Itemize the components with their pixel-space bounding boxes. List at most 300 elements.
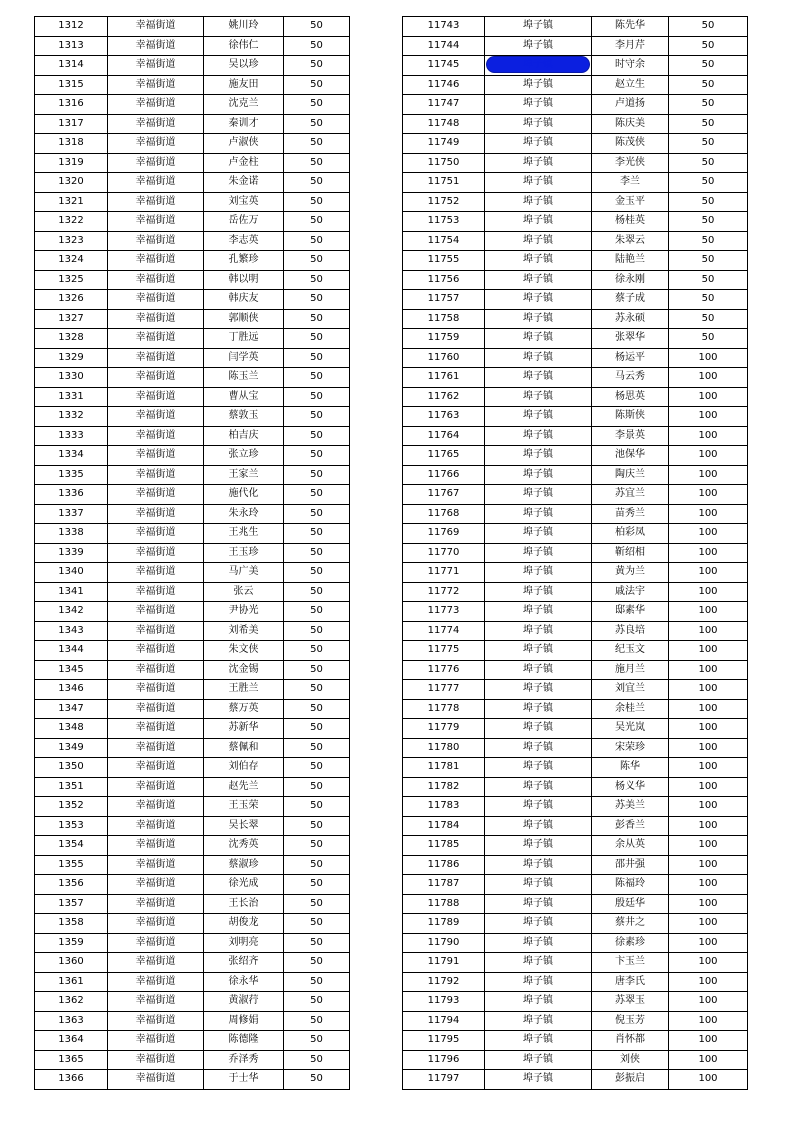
amount-cell[interactable]: 50	[284, 777, 350, 797]
row-index-cell[interactable]: 1314	[35, 56, 108, 76]
district-cell[interactable]: 埠子镇	[485, 972, 592, 992]
name-cell[interactable]: 苏永硕	[592, 309, 669, 329]
district-cell[interactable]: 幸福街道	[108, 894, 204, 914]
name-cell[interactable]: 郭顺侠	[204, 309, 284, 329]
name-cell[interactable]: 杨义华	[592, 777, 669, 797]
row-index-cell[interactable]: 1366	[35, 1070, 108, 1090]
district-cell[interactable]: 幸福街道	[108, 1011, 204, 1031]
name-cell[interactable]: 吴长翠	[204, 816, 284, 836]
name-cell[interactable]: 曹从宝	[204, 387, 284, 407]
amount-cell[interactable]: 50	[284, 465, 350, 485]
district-cell[interactable]: 幸福街道	[108, 95, 204, 115]
row-index-cell[interactable]: 11762	[403, 387, 485, 407]
district-cell[interactable]: 埠子镇	[485, 426, 592, 446]
name-cell[interactable]: 沈克兰	[204, 95, 284, 115]
name-cell[interactable]: 陈庆美	[592, 114, 669, 134]
district-cell[interactable]: 幸福街道	[108, 407, 204, 427]
district-cell[interactable]: 幸福街道	[108, 524, 204, 544]
name-cell[interactable]: 彭香兰	[592, 816, 669, 836]
row-index-cell[interactable]: 11754	[403, 231, 485, 251]
row-index-cell[interactable]: 11764	[403, 426, 485, 446]
amount-cell[interactable]: 50	[284, 524, 350, 544]
row-index-cell[interactable]: 11744	[403, 36, 485, 56]
district-cell[interactable]: 幸福街道	[108, 173, 204, 193]
amount-cell[interactable]: 50	[284, 894, 350, 914]
district-cell[interactable]: 幸福街道	[108, 758, 204, 778]
row-index-cell[interactable]: 11755	[403, 251, 485, 271]
district-cell[interactable]: 幸福街道	[108, 641, 204, 661]
row-index-cell[interactable]: 1358	[35, 914, 108, 934]
district-cell[interactable]: 埠子镇	[485, 602, 592, 622]
row-index-cell[interactable]: 11745	[403, 56, 485, 76]
row-index-cell[interactable]: 1323	[35, 231, 108, 251]
amount-cell[interactable]: 50	[284, 875, 350, 895]
amount-cell[interactable]: 50	[669, 75, 748, 95]
name-cell[interactable]: 张立珍	[204, 446, 284, 466]
name-cell[interactable]: 陈玉兰	[204, 368, 284, 388]
amount-cell[interactable]: 100	[669, 368, 748, 388]
name-cell[interactable]: 吴光岚	[592, 719, 669, 739]
district-cell[interactable]: 幸福街道	[108, 134, 204, 154]
district-cell[interactable]: 埠子镇	[485, 290, 592, 310]
name-cell[interactable]: 韩以明	[204, 270, 284, 290]
row-index-cell[interactable]: 11789	[403, 914, 485, 934]
district-cell[interactable]: 幸福街道	[108, 309, 204, 329]
row-index-cell[interactable]: 11773	[403, 602, 485, 622]
name-cell[interactable]: 施代化	[204, 485, 284, 505]
district-cell[interactable]: 幸福街道	[108, 875, 204, 895]
row-index-cell[interactable]: 11761	[403, 368, 485, 388]
row-index-cell[interactable]: 1335	[35, 465, 108, 485]
name-cell[interactable]: 靳绍相	[592, 543, 669, 563]
row-index-cell[interactable]: 1326	[35, 290, 108, 310]
name-cell[interactable]: 周修娟	[204, 1011, 284, 1031]
district-cell[interactable]: 埠子镇	[485, 212, 592, 232]
name-cell[interactable]: 蔡敦玉	[204, 407, 284, 427]
row-index-cell[interactable]: 1342	[35, 602, 108, 622]
row-index-cell[interactable]: 1362	[35, 992, 108, 1012]
amount-cell[interactable]: 50	[284, 368, 350, 388]
name-cell[interactable]: 于士华	[204, 1070, 284, 1090]
amount-cell[interactable]: 100	[669, 1011, 748, 1031]
name-cell[interactable]: 徐素珍	[592, 933, 669, 953]
name-cell[interactable]: 苗秀兰	[592, 504, 669, 524]
name-cell[interactable]: 柏吉庆	[204, 426, 284, 446]
district-cell[interactable]: 幸福街道	[108, 270, 204, 290]
name-cell[interactable]: 杨思英	[592, 387, 669, 407]
name-cell[interactable]: 李月芹	[592, 36, 669, 56]
amount-cell[interactable]: 50	[669, 36, 748, 56]
row-index-cell[interactable]: 1334	[35, 446, 108, 466]
amount-cell[interactable]: 50	[284, 407, 350, 427]
row-index-cell[interactable]: 1350	[35, 758, 108, 778]
amount-cell[interactable]: 100	[669, 894, 748, 914]
amount-cell[interactable]: 100	[669, 543, 748, 563]
name-cell[interactable]: 池保华	[592, 446, 669, 466]
district-cell[interactable]: 幸福街道	[108, 290, 204, 310]
name-cell[interactable]: 卢淑侠	[204, 134, 284, 154]
amount-cell[interactable]: 50	[284, 563, 350, 583]
name-cell[interactable]: 张翠华	[592, 329, 669, 349]
name-cell[interactable]: 王长治	[204, 894, 284, 914]
district-cell[interactable]: 埠子镇	[485, 17, 592, 37]
row-index-cell[interactable]: 1353	[35, 816, 108, 836]
name-cell[interactable]: 刘宝英	[204, 192, 284, 212]
name-cell[interactable]: 纪玉文	[592, 641, 669, 661]
amount-cell[interactable]: 100	[669, 621, 748, 641]
row-index-cell[interactable]: 11778	[403, 699, 485, 719]
row-index-cell[interactable]: 1336	[35, 485, 108, 505]
amount-cell[interactable]: 100	[669, 836, 748, 856]
row-index-cell[interactable]: 1333	[35, 426, 108, 446]
amount-cell[interactable]: 50	[284, 680, 350, 700]
amount-cell[interactable]: 100	[669, 426, 748, 446]
name-cell[interactable]: 苏新华	[204, 719, 284, 739]
row-index-cell[interactable]: 1354	[35, 836, 108, 856]
name-cell[interactable]: 王玉珍	[204, 543, 284, 563]
amount-cell[interactable]: 50	[284, 251, 350, 271]
name-cell[interactable]: 杨运平	[592, 348, 669, 368]
row-index-cell[interactable]: 11753	[403, 212, 485, 232]
district-cell[interactable]: 埠子镇	[485, 836, 592, 856]
name-cell[interactable]: 唐李氏	[592, 972, 669, 992]
name-cell[interactable]: 张云	[204, 582, 284, 602]
row-index-cell[interactable]: 1318	[35, 134, 108, 154]
row-index-cell[interactable]: 11796	[403, 1050, 485, 1070]
district-cell[interactable]: 幸福街道	[108, 153, 204, 173]
amount-cell[interactable]: 100	[669, 953, 748, 973]
row-index-cell[interactable]: 1352	[35, 797, 108, 817]
name-cell[interactable]: 苏宜兰	[592, 485, 669, 505]
row-index-cell[interactable]: 11783	[403, 797, 485, 817]
name-cell[interactable]: 姚川玲	[204, 17, 284, 37]
amount-cell[interactable]: 50	[284, 758, 350, 778]
district-cell[interactable]: 幸福街道	[108, 953, 204, 973]
district-cell[interactable]: 埠子镇	[485, 1050, 592, 1070]
district-cell[interactable]: 埠子镇	[485, 465, 592, 485]
row-index-cell[interactable]: 1330	[35, 368, 108, 388]
name-cell[interactable]: 刘侠	[592, 1050, 669, 1070]
district-cell[interactable]: 幸福街道	[108, 972, 204, 992]
amount-cell[interactable]: 100	[669, 446, 748, 466]
amount-cell[interactable]: 100	[669, 582, 748, 602]
district-cell[interactable]: 埠子镇	[485, 699, 592, 719]
row-index-cell[interactable]: 1319	[35, 153, 108, 173]
amount-cell[interactable]: 50	[284, 36, 350, 56]
district-cell[interactable]: 幸福街道	[108, 855, 204, 875]
row-index-cell[interactable]: 11747	[403, 95, 485, 115]
name-cell[interactable]: 王家兰	[204, 465, 284, 485]
amount-cell[interactable]: 50	[284, 212, 350, 232]
district-cell[interactable]: 埠子镇	[485, 953, 592, 973]
amount-cell[interactable]: 50	[284, 972, 350, 992]
district-cell[interactable]: 埠子镇	[485, 75, 592, 95]
amount-cell[interactable]: 50	[669, 95, 748, 115]
amount-cell[interactable]: 100	[669, 660, 748, 680]
row-index-cell[interactable]: 11777	[403, 680, 485, 700]
amount-cell[interactable]: 50	[284, 387, 350, 407]
name-cell[interactable]: 徐光成	[204, 875, 284, 895]
district-cell[interactable]: 幸福街道	[108, 1070, 204, 1090]
name-cell[interactable]: 李兰	[592, 173, 669, 193]
district-cell[interactable]: 幸福街道	[108, 212, 204, 232]
amount-cell[interactable]: 100	[669, 933, 748, 953]
amount-cell[interactable]: 50	[284, 1070, 350, 1090]
row-index-cell[interactable]: 11784	[403, 816, 485, 836]
district-cell[interactable]: 幸福街道	[108, 446, 204, 466]
row-index-cell[interactable]: 1328	[35, 329, 108, 349]
name-cell[interactable]: 殷廷华	[592, 894, 669, 914]
row-index-cell[interactable]: 1365	[35, 1050, 108, 1070]
name-cell[interactable]: 刘伯存	[204, 758, 284, 778]
district-cell[interactable]: 幸福街道	[108, 816, 204, 836]
amount-cell[interactable]: 100	[669, 875, 748, 895]
row-index-cell[interactable]: 11768	[403, 504, 485, 524]
district-cell[interactable]: 幸福街道	[108, 563, 204, 583]
row-index-cell[interactable]: 11756	[403, 270, 485, 290]
name-cell[interactable]: 宋荣珍	[592, 738, 669, 758]
row-index-cell[interactable]: 1339	[35, 543, 108, 563]
amount-cell[interactable]: 100	[669, 992, 748, 1012]
amount-cell[interactable]: 50	[284, 114, 350, 134]
district-cell[interactable]: 埠子镇	[485, 719, 592, 739]
row-index-cell[interactable]: 1316	[35, 95, 108, 115]
amount-cell[interactable]: 50	[669, 231, 748, 251]
name-cell[interactable]: 乔泽秀	[204, 1050, 284, 1070]
row-index-cell[interactable]: 11774	[403, 621, 485, 641]
row-index-cell[interactable]: 1343	[35, 621, 108, 641]
amount-cell[interactable]: 100	[669, 563, 748, 583]
district-cell[interactable]: 埠子镇	[485, 582, 592, 602]
district-cell[interactable]: 幸福街道	[108, 485, 204, 505]
amount-cell[interactable]: 50	[284, 426, 350, 446]
row-index-cell[interactable]: 11775	[403, 641, 485, 661]
row-index-cell[interactable]: 1360	[35, 953, 108, 973]
amount-cell[interactable]: 100	[669, 855, 748, 875]
amount-cell[interactable]: 100	[669, 641, 748, 661]
name-cell[interactable]: 丁胜远	[204, 329, 284, 349]
row-index-cell[interactable]: 11757	[403, 290, 485, 310]
row-index-cell[interactable]: 1338	[35, 524, 108, 544]
name-cell[interactable]: 尹协光	[204, 602, 284, 622]
amount-cell[interactable]: 50	[669, 309, 748, 329]
amount-cell[interactable]: 50	[284, 309, 350, 329]
name-cell[interactable]: 刘希美	[204, 621, 284, 641]
row-index-cell[interactable]: 11758	[403, 309, 485, 329]
row-index-cell[interactable]: 11769	[403, 524, 485, 544]
row-index-cell[interactable]: 1313	[35, 36, 108, 56]
row-index-cell[interactable]: 11787	[403, 875, 485, 895]
district-cell[interactable]: 埠子镇	[485, 368, 592, 388]
district-cell[interactable]: 幸福街道	[108, 933, 204, 953]
row-index-cell[interactable]: 11793	[403, 992, 485, 1012]
district-cell[interactable]: 幸福街道	[108, 699, 204, 719]
district-cell[interactable]: 幸福街道	[108, 465, 204, 485]
amount-cell[interactable]: 100	[669, 738, 748, 758]
name-cell[interactable]: 王兆生	[204, 524, 284, 544]
row-index-cell[interactable]: 11795	[403, 1031, 485, 1051]
row-index-cell[interactable]: 1346	[35, 680, 108, 700]
name-cell[interactable]: 胡俊龙	[204, 914, 284, 934]
row-index-cell[interactable]: 1327	[35, 309, 108, 329]
name-cell[interactable]: 蔡佩和	[204, 738, 284, 758]
name-cell[interactable]: 李光侠	[592, 153, 669, 173]
amount-cell[interactable]: 100	[669, 1031, 748, 1051]
district-cell[interactable]: 埠子镇	[485, 1031, 592, 1051]
amount-cell[interactable]: 50	[669, 134, 748, 154]
name-cell[interactable]: 陈福玲	[592, 875, 669, 895]
name-cell[interactable]: 陈茂侠	[592, 134, 669, 154]
district-cell[interactable]: 埠子镇	[485, 1070, 592, 1090]
name-cell[interactable]: 邸素华	[592, 602, 669, 622]
row-index-cell[interactable]: 11776	[403, 660, 485, 680]
amount-cell[interactable]: 50	[284, 641, 350, 661]
name-cell[interactable]: 徐永刚	[592, 270, 669, 290]
row-index-cell[interactable]: 11746	[403, 75, 485, 95]
district-cell[interactable]: 埠子镇	[485, 270, 592, 290]
name-cell[interactable]: 徐永华	[204, 972, 284, 992]
name-cell[interactable]: 卞玉兰	[592, 953, 669, 973]
name-cell[interactable]: 施月兰	[592, 660, 669, 680]
amount-cell[interactable]: 50	[284, 836, 350, 856]
amount-cell[interactable]: 50	[284, 1050, 350, 1070]
row-index-cell[interactable]: 11760	[403, 348, 485, 368]
amount-cell[interactable]: 100	[669, 524, 748, 544]
row-index-cell[interactable]: 11790	[403, 933, 485, 953]
name-cell[interactable]: 马云秀	[592, 368, 669, 388]
amount-cell[interactable]: 100	[669, 797, 748, 817]
name-cell[interactable]: 陶庆兰	[592, 465, 669, 485]
district-cell[interactable]: 埠子镇	[485, 504, 592, 524]
district-cell[interactable]: 埠子镇	[485, 348, 592, 368]
district-cell[interactable]: 幸福街道	[108, 914, 204, 934]
amount-cell[interactable]: 50	[284, 231, 350, 251]
row-index-cell[interactable]: 1364	[35, 1031, 108, 1051]
district-cell[interactable]: 埠子镇	[485, 387, 592, 407]
name-cell[interactable]: 徐伟仁	[204, 36, 284, 56]
name-cell[interactable]: 陈德隆	[204, 1031, 284, 1051]
district-cell[interactable]: 埠子镇	[485, 797, 592, 817]
name-cell[interactable]: 李志英	[204, 231, 284, 251]
amount-cell[interactable]: 100	[669, 387, 748, 407]
amount-cell[interactable]: 50	[284, 1011, 350, 1031]
name-cell[interactable]: 闫学英	[204, 348, 284, 368]
amount-cell[interactable]: 50	[669, 212, 748, 232]
amount-cell[interactable]: 50	[669, 56, 748, 76]
district-cell[interactable]: 埠子镇	[485, 251, 592, 271]
amount-cell[interactable]: 50	[284, 173, 350, 193]
district-cell[interactable]: 埠子镇	[485, 894, 592, 914]
row-index-cell[interactable]: 11788	[403, 894, 485, 914]
amount-cell[interactable]: 50	[669, 173, 748, 193]
row-index-cell[interactable]: 1359	[35, 933, 108, 953]
district-cell[interactable]: 埠子镇	[485, 524, 592, 544]
amount-cell[interactable]: 100	[669, 758, 748, 778]
name-cell[interactable]: 王玉荣	[204, 797, 284, 817]
district-cell[interactable]: 埠子镇	[485, 641, 592, 661]
name-cell[interactable]: 岳佐万	[204, 212, 284, 232]
district-cell[interactable]: 埠子镇	[485, 1011, 592, 1031]
row-index-cell[interactable]: 11781	[403, 758, 485, 778]
district-cell[interactable]: 幸福街道	[108, 543, 204, 563]
name-cell[interactable]: 戚法宇	[592, 582, 669, 602]
amount-cell[interactable]: 100	[669, 1070, 748, 1090]
amount-cell[interactable]: 100	[669, 972, 748, 992]
name-cell[interactable]: 王胜兰	[204, 680, 284, 700]
row-index-cell[interactable]: 1344	[35, 641, 108, 661]
district-cell[interactable]: 幸福街道	[108, 426, 204, 446]
district-cell[interactable]: 埠子镇	[485, 621, 592, 641]
district-cell[interactable]: 幸福街道	[108, 231, 204, 251]
row-index-cell[interactable]: 1315	[35, 75, 108, 95]
amount-cell[interactable]: 50	[284, 56, 350, 76]
amount-cell[interactable]: 100	[669, 602, 748, 622]
amount-cell[interactable]: 50	[669, 290, 748, 310]
district-cell[interactable]: 埠子镇	[485, 446, 592, 466]
name-cell[interactable]: 朱永玲	[204, 504, 284, 524]
district-cell[interactable]: 幸福街道	[108, 777, 204, 797]
name-cell[interactable]: 朱金诺	[204, 173, 284, 193]
name-cell[interactable]: 倪玉芳	[592, 1011, 669, 1031]
name-cell[interactable]: 施友田	[204, 75, 284, 95]
name-cell[interactable]: 陈华	[592, 758, 669, 778]
row-index-cell[interactable]: 11766	[403, 465, 485, 485]
name-cell[interactable]: 蔡淑珍	[204, 855, 284, 875]
row-index-cell[interactable]: 11748	[403, 114, 485, 134]
name-cell[interactable]: 肖怀都	[592, 1031, 669, 1051]
district-cell[interactable]: 埠子镇	[485, 758, 592, 778]
amount-cell[interactable]: 50	[284, 329, 350, 349]
amount-cell[interactable]: 50	[284, 446, 350, 466]
row-index-cell[interactable]: 11786	[403, 855, 485, 875]
row-index-cell[interactable]: 1340	[35, 563, 108, 583]
row-index-cell[interactable]: 1317	[35, 114, 108, 134]
amount-cell[interactable]: 100	[669, 504, 748, 524]
district-cell[interactable]: 埠子镇	[485, 855, 592, 875]
row-index-cell[interactable]: 1351	[35, 777, 108, 797]
row-index-cell[interactable]: 1331	[35, 387, 108, 407]
amount-cell[interactable]: 100	[669, 719, 748, 739]
row-index-cell[interactable]: 11765	[403, 446, 485, 466]
amount-cell[interactable]: 100	[669, 699, 748, 719]
row-index-cell[interactable]: 11767	[403, 485, 485, 505]
district-cell[interactable]: 埠子镇	[485, 777, 592, 797]
amount-cell[interactable]: 100	[669, 1050, 748, 1070]
amount-cell[interactable]: 100	[669, 465, 748, 485]
row-index-cell[interactable]: 1345	[35, 660, 108, 680]
district-cell[interactable]: 幸福街道	[108, 621, 204, 641]
row-index-cell[interactable]: 11750	[403, 153, 485, 173]
row-index-cell[interactable]: 11785	[403, 836, 485, 856]
district-cell[interactable]: 埠子镇	[485, 329, 592, 349]
district-cell[interactable]: 埠子镇	[485, 407, 592, 427]
amount-cell[interactable]: 50	[284, 738, 350, 758]
amount-cell[interactable]: 50	[284, 192, 350, 212]
amount-cell[interactable]: 100	[669, 407, 748, 427]
row-index-cell[interactable]: 1324	[35, 251, 108, 271]
amount-cell[interactable]: 50	[284, 270, 350, 290]
name-cell[interactable]: 蔡万英	[204, 699, 284, 719]
district-cell[interactable]: 幸福街道	[108, 992, 204, 1012]
row-index-cell[interactable]: 11752	[403, 192, 485, 212]
name-cell[interactable]: 孔繁珍	[204, 251, 284, 271]
district-cell[interactable]: 幸福街道	[108, 36, 204, 56]
district-cell[interactable]: 幸福街道	[108, 192, 204, 212]
amount-cell[interactable]: 50	[284, 348, 350, 368]
amount-cell[interactable]: 50	[284, 816, 350, 836]
row-index-cell[interactable]: 11751	[403, 173, 485, 193]
name-cell[interactable]: 吴以珍	[204, 56, 284, 76]
